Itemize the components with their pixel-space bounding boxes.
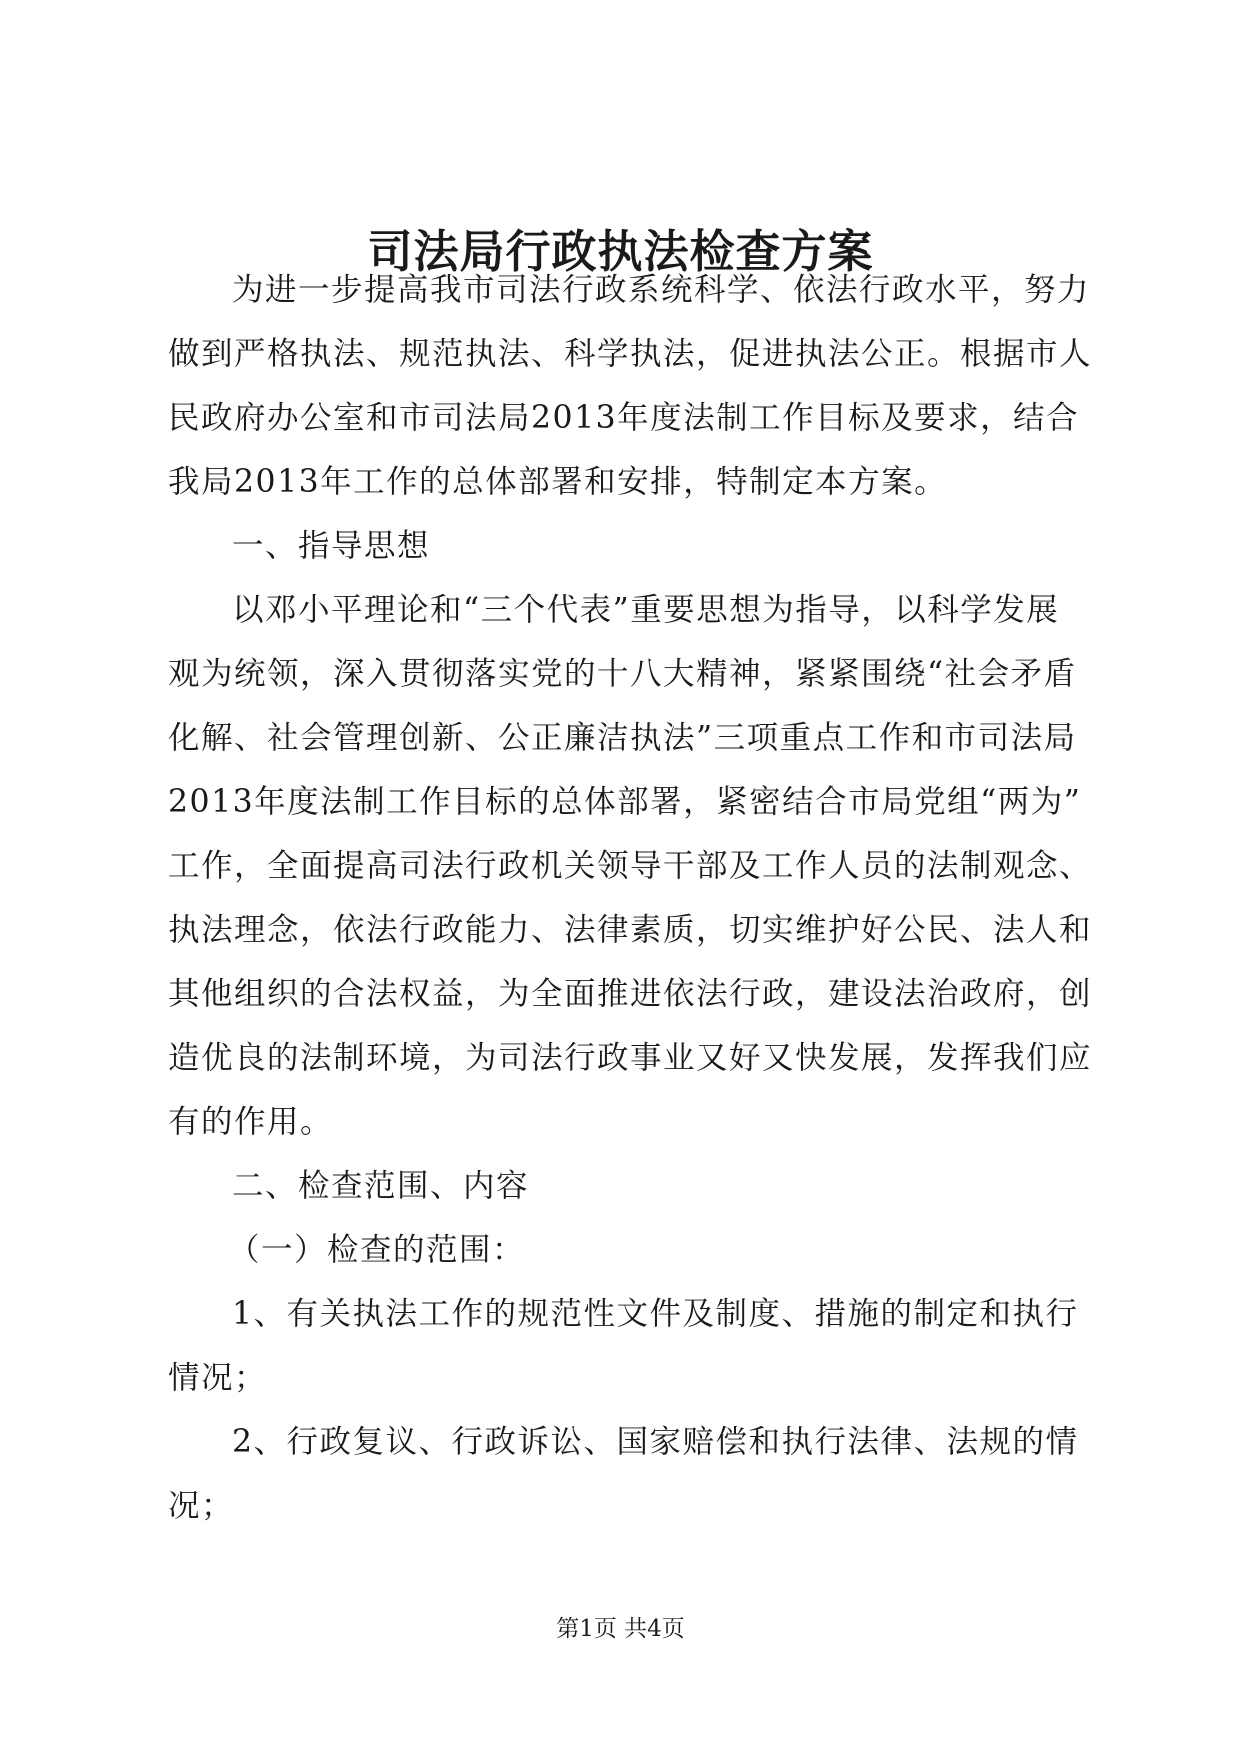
paragraph-line: 为进一步提高我市司法行政系统科学、依法行政水平，努力: [232, 272, 1091, 308]
paragraph-line: 其他组织的合法权益，为全面推进依法行政，建设法治政府，创: [168, 976, 1093, 1012]
paragraph-line: 2013年度法制工作目标的总体部署，紧密结合市局党组“两为”: [168, 784, 1082, 820]
paragraph-line: 民政府办公室和市司法局2013年度法制工作目标及要求，结合: [168, 400, 1080, 436]
subsection-heading-scope: [168, 1218, 1083, 1282]
paragraph-line: 执法理念，依法行政能力、法律素质，切实维护好公民、法人和: [168, 912, 1093, 948]
paragraph-line: 2、行政复议、行政诉讼、国家赔偿和执行法律、法规的情: [232, 1424, 1079, 1460]
section-heading: 一、指导思想: [232, 528, 431, 564]
list-item-1: [168, 1282, 1083, 1410]
paragraph-line: 情况；: [168, 1360, 268, 1396]
paragraph-line: 1、有关执法工作的规范性文件及制度、措施的制定和执行: [232, 1296, 1079, 1332]
section-heading: 二、检查范围、内容: [232, 1168, 530, 1204]
page-indicator: 第1页 共4页: [556, 1616, 685, 1642]
paragraph-line: 况；: [168, 1488, 235, 1524]
paragraph-line: 我局2013年工作的总体部署和安排，特制定本方案。: [168, 464, 948, 500]
document-title: 司法局行政执法检查方案: [367, 225, 874, 278]
guiding-ideology-paragraph: [168, 578, 1093, 1154]
document-body: [168, 258, 1093, 1538]
paragraph-line: 化解、社会管理创新、公正廉洁执法”三项重点工作和市司法局: [168, 720, 1077, 756]
list-item-2: [168, 1410, 1083, 1538]
paragraph-line: 观为统领，深入贯彻落实党的十八大精神，紧紧围绕“社会矛盾: [168, 656, 1077, 692]
paragraph-line: 以邓小平理论和“三个代表”重要思想为指导，以科学发展: [232, 592, 1060, 628]
section-heading-guiding-ideology: [168, 514, 1083, 578]
paragraph-line: 造优良的法制环境，为司法行政事业又好又快发展，发挥我们应: [168, 1040, 1093, 1076]
paragraph-line: 有的作用。: [168, 1104, 334, 1140]
section-heading-scope-content: [168, 1154, 1083, 1218]
intro-paragraph: [168, 258, 1093, 514]
subsection-heading: （一）检查的范围：: [228, 1232, 526, 1268]
paragraph-line: 做到严格执法、规范执法、科学执法，促进执法公正。根据市人: [168, 336, 1093, 372]
paragraph-line: 工作，全面提高司法行政机关领导干部及工作人员的法制观念、: [168, 848, 1093, 884]
